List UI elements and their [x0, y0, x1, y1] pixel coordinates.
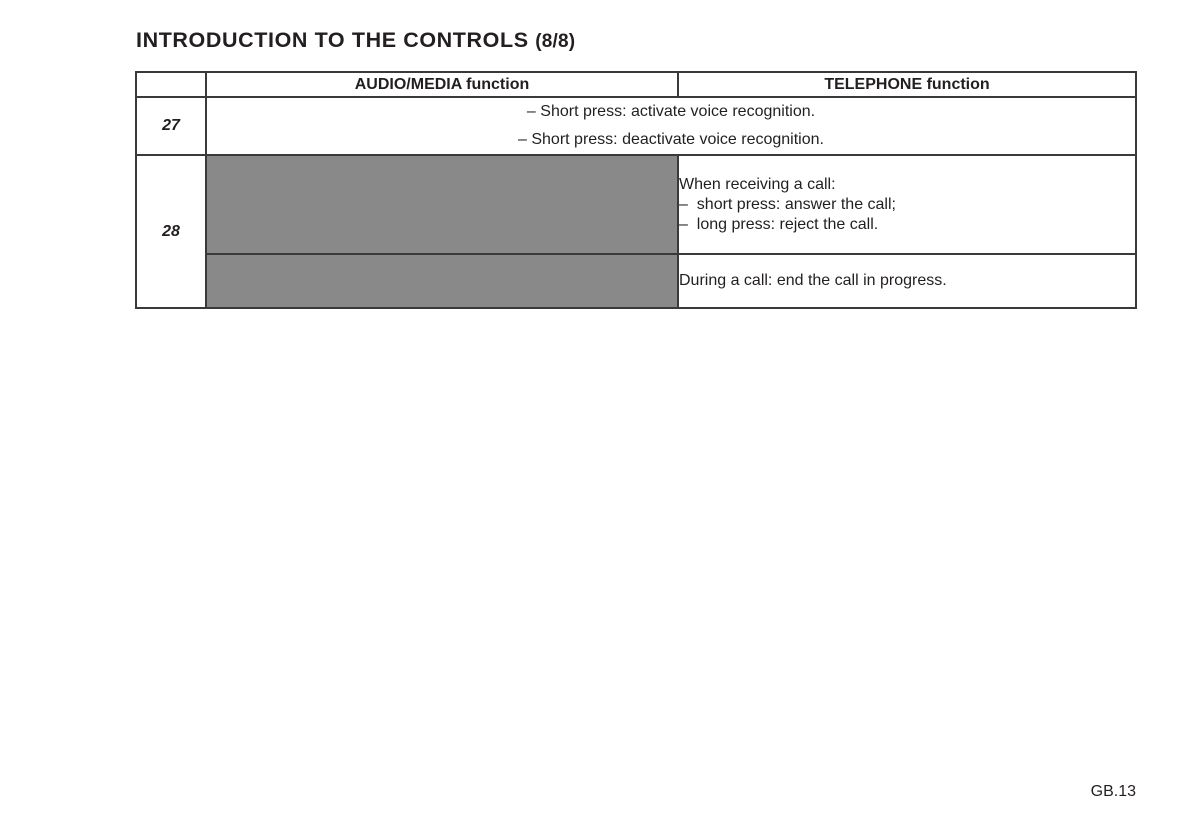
table-row-27: [136, 97, 1136, 155]
telephone-cell-receiving-call: [678, 155, 1136, 254]
receiving-call-intro: When receiving a call:: [679, 175, 836, 193]
table-row-28-receiving: [136, 155, 1136, 254]
page-title-text: INTRODUCTION TO THE CONTROLS: [136, 28, 529, 52]
row-27-line-activate: – Short press: activate voice recognition.: [526, 103, 816, 120]
header-number: [136, 72, 206, 97]
page-number: GB.13: [1090, 783, 1136, 800]
audio-cell-not-applicable: [206, 155, 678, 254]
controls-table: [135, 71, 1137, 309]
header-telephone: TELEPHONE function: [678, 72, 1136, 97]
header-audio-media: AUDIO/MEDIA function: [206, 72, 678, 97]
table-header-row: [136, 72, 1136, 97]
page-title: [136, 28, 575, 53]
control-number-28: 28: [136, 155, 206, 308]
receiving-call-short-press: – short press: answer the call;: [679, 195, 896, 213]
audio-cell-not-applicable: [206, 254, 678, 308]
row-27-line-deactivate: – Short press: deactivate voice recognition.: [518, 131, 824, 148]
page-part-indicator: (8/8): [535, 31, 576, 52]
row-27-description: [206, 97, 1136, 155]
control-number-27: 27: [136, 97, 206, 155]
receiving-call-long-press: – long press: reject the call.: [679, 215, 879, 233]
telephone-cell-during-call: During a call: end the call in progress.: [678, 254, 1136, 308]
table-row-28-during: [136, 254, 1136, 308]
